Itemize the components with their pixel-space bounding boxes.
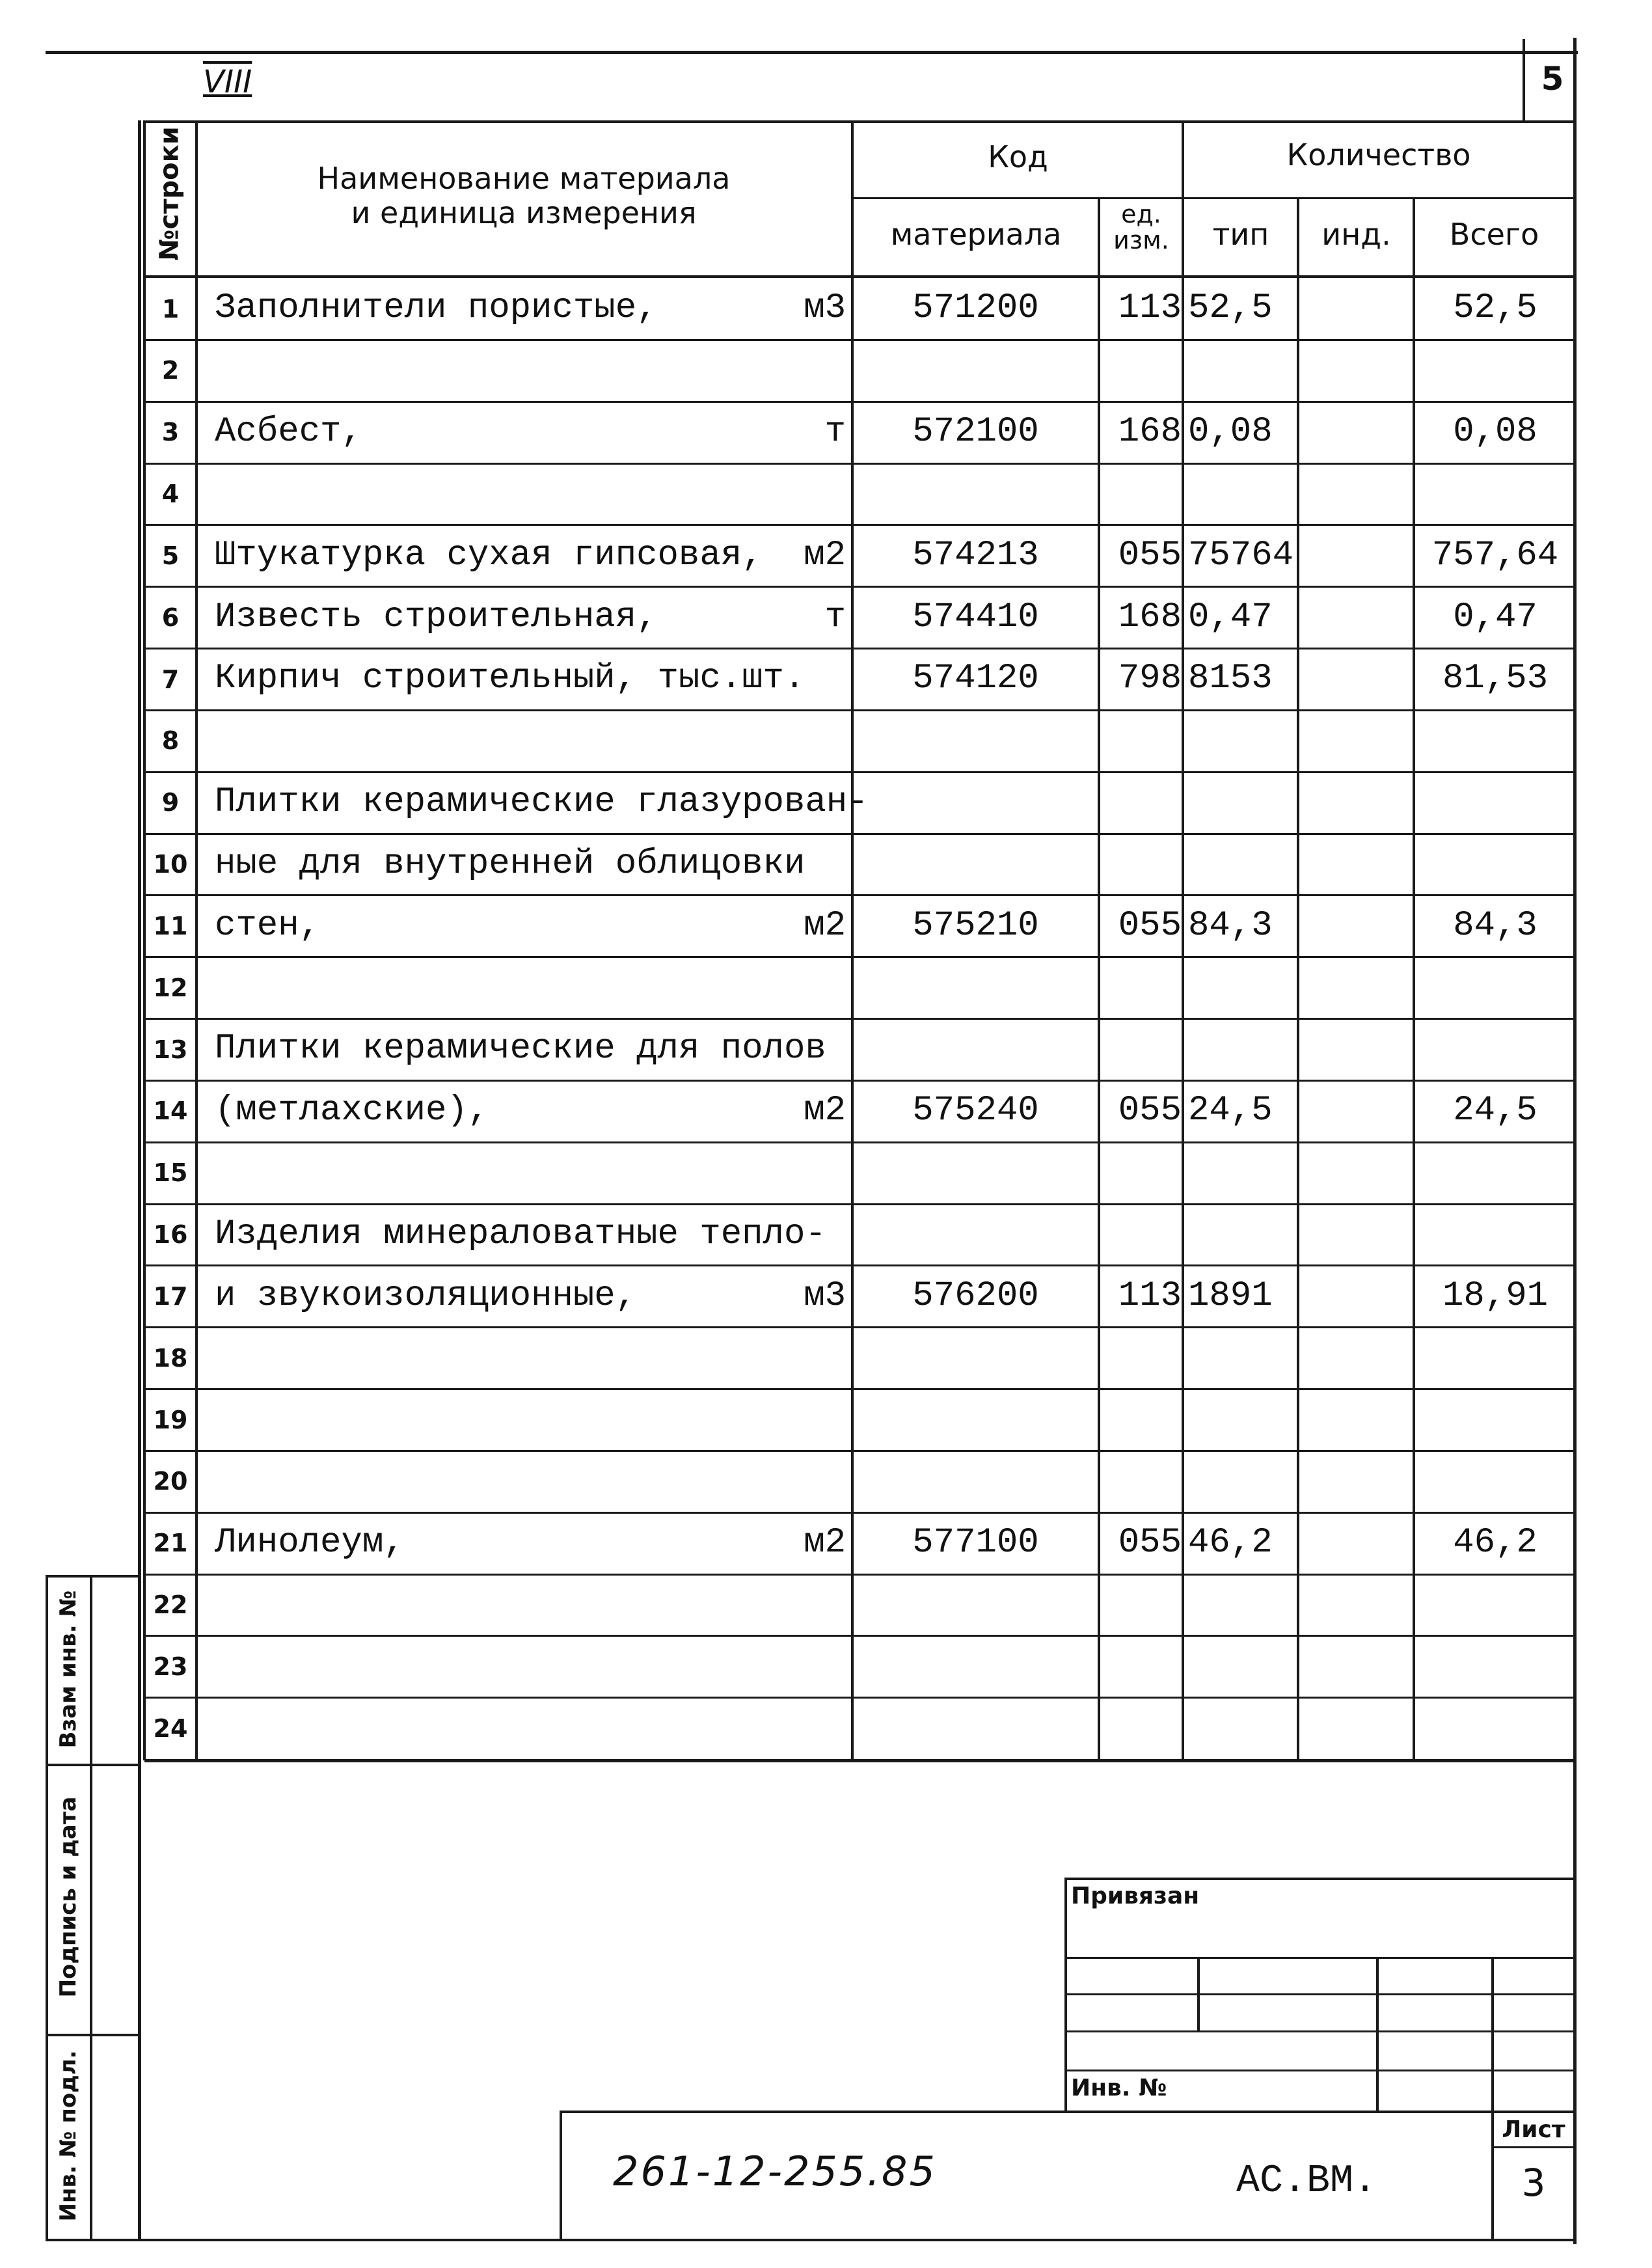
material-name: (метлахские), bbox=[215, 1091, 489, 1131]
stamp-mid bbox=[90, 1575, 92, 2241]
material-unit: т bbox=[824, 412, 846, 452]
label-vzam-inv: Взам инв. № bbox=[55, 1590, 81, 1749]
header-bottom-line bbox=[144, 275, 1573, 278]
material-unit: т bbox=[824, 597, 846, 637]
row-line bbox=[144, 463, 1573, 465]
left-border bbox=[138, 120, 141, 2241]
col-line-unit bbox=[1182, 120, 1184, 1760]
table-top-line bbox=[144, 120, 1573, 123]
row-line bbox=[144, 1080, 1573, 1082]
material-name: Асбест, bbox=[215, 412, 362, 452]
header-qty-total: Всего bbox=[1449, 217, 1539, 252]
material-unit: м2 bbox=[804, 535, 846, 575]
qty-total: 757,64 bbox=[1431, 535, 1559, 575]
material-name: Плитки керамические глазурован- bbox=[215, 782, 869, 823]
qty-type: 46,2 bbox=[1188, 1523, 1273, 1563]
unit-code: 055 bbox=[1118, 535, 1182, 575]
table-bottom-line bbox=[144, 1759, 1573, 1762]
row-number: 1 bbox=[161, 294, 180, 323]
label-inv-podl: Инв. № подл. bbox=[55, 2050, 81, 2222]
tb-col-2 bbox=[1376, 1957, 1379, 2112]
unit-code: 055 bbox=[1118, 1523, 1182, 1563]
row-line bbox=[144, 1574, 1573, 1576]
unit-code: 113 bbox=[1118, 1276, 1182, 1316]
row-number: 4 bbox=[161, 480, 180, 509]
header-quantity: Количество bbox=[1286, 137, 1471, 172]
material-name: Известь строительная, bbox=[215, 597, 658, 637]
document-mark: АС.ВМ. bbox=[1236, 2159, 1377, 2204]
material-name: стен, bbox=[215, 905, 321, 946]
qty-type: 24,5 bbox=[1188, 1091, 1273, 1131]
row-line bbox=[144, 894, 1573, 896]
col-line-type bbox=[1297, 197, 1299, 1760]
qty-total: 81,53 bbox=[1442, 659, 1549, 699]
section-mark: VIII bbox=[203, 64, 252, 100]
material-code: 572100 bbox=[912, 412, 1039, 452]
page-number-box-left bbox=[1523, 39, 1525, 121]
row-number: 10 bbox=[153, 850, 188, 879]
header-sub-line bbox=[854, 197, 1573, 199]
qty-type: 0,47 bbox=[1188, 597, 1273, 637]
tb-row-3 bbox=[1064, 2030, 1573, 2032]
col-line-ind bbox=[1413, 197, 1415, 1760]
material-name: Плитки керамические для полов bbox=[215, 1029, 826, 1069]
tb-sheet-label-line bbox=[1491, 2146, 1573, 2148]
page-number: 5 bbox=[1541, 60, 1564, 98]
material-name: и звукоизоляционные, bbox=[215, 1276, 637, 1316]
row-number: 22 bbox=[153, 1591, 188, 1620]
material-name: ные для внутренней облицовки bbox=[215, 843, 806, 884]
row-line bbox=[144, 709, 1573, 711]
row-number: 20 bbox=[153, 1467, 188, 1496]
row-number: 5 bbox=[161, 541, 180, 570]
row-line bbox=[144, 1203, 1573, 1205]
qty-total: 24,5 bbox=[1453, 1091, 1537, 1131]
header-qty-type: тип bbox=[1212, 217, 1269, 252]
material-code: 575210 bbox=[912, 905, 1039, 946]
qty-total: 84,3 bbox=[1453, 905, 1537, 946]
qty-type: 8153 bbox=[1188, 659, 1273, 699]
row-line bbox=[144, 401, 1573, 403]
material-unit: м2 bbox=[804, 1523, 846, 1563]
qty-total: 18,91 bbox=[1442, 1276, 1549, 1316]
material-unit: м3 bbox=[804, 1276, 846, 1316]
unit-code: 798 bbox=[1118, 659, 1182, 699]
material-name: Кирпич строительный, тыс.шт. bbox=[215, 659, 806, 699]
unit-code: 168 bbox=[1118, 597, 1182, 637]
label-podpis-data: Подпись и дата bbox=[55, 1796, 81, 1998]
qty-total: 0,47 bbox=[1453, 597, 1537, 637]
header-name: Наименование материала и единица измерения bbox=[317, 161, 731, 230]
row-line bbox=[144, 771, 1573, 773]
row-number: 11 bbox=[153, 911, 188, 940]
row-number: 13 bbox=[153, 1035, 188, 1064]
qty-type: 84,3 bbox=[1188, 905, 1273, 946]
header-code-unit: ед. изм. bbox=[1113, 200, 1169, 254]
row-number: 14 bbox=[153, 1097, 188, 1126]
row-line bbox=[144, 1635, 1573, 1637]
material-code: 575240 bbox=[912, 1091, 1039, 1131]
tb-row-1 bbox=[1064, 1957, 1573, 1959]
material-code: 574213 bbox=[912, 535, 1039, 575]
top-border bbox=[46, 51, 1578, 54]
tb-privyazan-top bbox=[1064, 1878, 1573, 1880]
material-unit: м2 bbox=[804, 1091, 846, 1131]
qty-total: 0,08 bbox=[1453, 412, 1537, 452]
row-line bbox=[144, 1450, 1573, 1452]
document-code: 261-12-255.85 bbox=[613, 2148, 937, 2195]
row-number: 18 bbox=[153, 1343, 188, 1373]
qty-type: 52,5 bbox=[1188, 288, 1273, 329]
material-name: Заполнители пористые, bbox=[215, 288, 658, 329]
row-line bbox=[144, 586, 1573, 588]
row-line bbox=[144, 1388, 1573, 1390]
col-line-name bbox=[851, 120, 854, 1760]
row-number: 8 bbox=[161, 726, 180, 756]
row-number: 21 bbox=[153, 1529, 188, 1558]
header-code: Код bbox=[988, 139, 1048, 174]
row-line bbox=[144, 524, 1573, 526]
material-code: 574120 bbox=[912, 659, 1039, 699]
unit-code: 055 bbox=[1118, 1091, 1182, 1131]
tb-row-2 bbox=[1064, 1993, 1573, 1995]
tb-main-top bbox=[560, 2111, 1573, 2113]
inv-no-label: Инв. № bbox=[1071, 2075, 1167, 2101]
row-number: 23 bbox=[153, 1652, 188, 1681]
unit-code: 168 bbox=[1118, 412, 1182, 452]
row-line bbox=[144, 1264, 1573, 1266]
qty-total: 52,5 bbox=[1453, 288, 1537, 329]
row-line bbox=[144, 956, 1573, 958]
privyazan-label: Привязан bbox=[1071, 1883, 1200, 1909]
row-number: 16 bbox=[153, 1220, 188, 1250]
material-name: Изделия минераловатные тепло- bbox=[215, 1214, 826, 1254]
row-number: 3 bbox=[161, 418, 180, 447]
tb-col-1 bbox=[1197, 1957, 1200, 2032]
tb-main-left bbox=[560, 2111, 562, 2241]
material-name: Штукатурка сухая гипсовая, bbox=[215, 535, 763, 575]
row-number: 2 bbox=[161, 356, 180, 385]
unit-code: 113 bbox=[1118, 288, 1182, 329]
row-number: 12 bbox=[153, 973, 188, 1002]
sheet-label: Лист bbox=[1502, 2116, 1565, 2143]
material-unit: м3 bbox=[804, 288, 846, 329]
row-number: 24 bbox=[153, 1714, 188, 1743]
tb-row-4 bbox=[1064, 2070, 1573, 2071]
qty-total: 46,2 bbox=[1453, 1523, 1537, 1563]
stamp-bottom bbox=[46, 2239, 1575, 2241]
header-row-no: №строки bbox=[154, 126, 185, 261]
sheet-number: 3 bbox=[1521, 2161, 1546, 2205]
row-number: 6 bbox=[161, 603, 180, 632]
qty-type: 0,08 bbox=[1188, 412, 1273, 452]
row-line bbox=[144, 1018, 1573, 1020]
material-code: 571200 bbox=[912, 288, 1039, 329]
material-code: 576200 bbox=[912, 1276, 1039, 1316]
row-line bbox=[144, 648, 1573, 649]
row-line bbox=[144, 1697, 1573, 1699]
material-code: 577100 bbox=[912, 1523, 1039, 1563]
row-number: 19 bbox=[153, 1405, 188, 1434]
material-code: 574410 bbox=[912, 597, 1039, 637]
qty-type: 75764 bbox=[1188, 535, 1294, 575]
stamp-inner-left bbox=[46, 1575, 48, 2241]
material-name: Линолеум, bbox=[215, 1523, 405, 1563]
unit-code: 055 bbox=[1118, 905, 1182, 946]
row-number: 17 bbox=[153, 1281, 188, 1311]
qty-type: 1891 bbox=[1188, 1276, 1273, 1316]
right-border bbox=[1573, 38, 1577, 2244]
row-line bbox=[144, 833, 1573, 835]
row-line bbox=[144, 1141, 1573, 1143]
row-number: 7 bbox=[161, 664, 180, 694]
row-line bbox=[144, 339, 1573, 341]
header-code-material: материала bbox=[890, 217, 1062, 252]
row-number: 15 bbox=[153, 1158, 188, 1188]
header-qty-ind: инд. bbox=[1321, 217, 1391, 252]
row-number: 9 bbox=[161, 788, 180, 817]
row-line bbox=[144, 1326, 1573, 1328]
row-line bbox=[144, 1512, 1573, 1514]
material-unit: м2 bbox=[804, 905, 846, 946]
